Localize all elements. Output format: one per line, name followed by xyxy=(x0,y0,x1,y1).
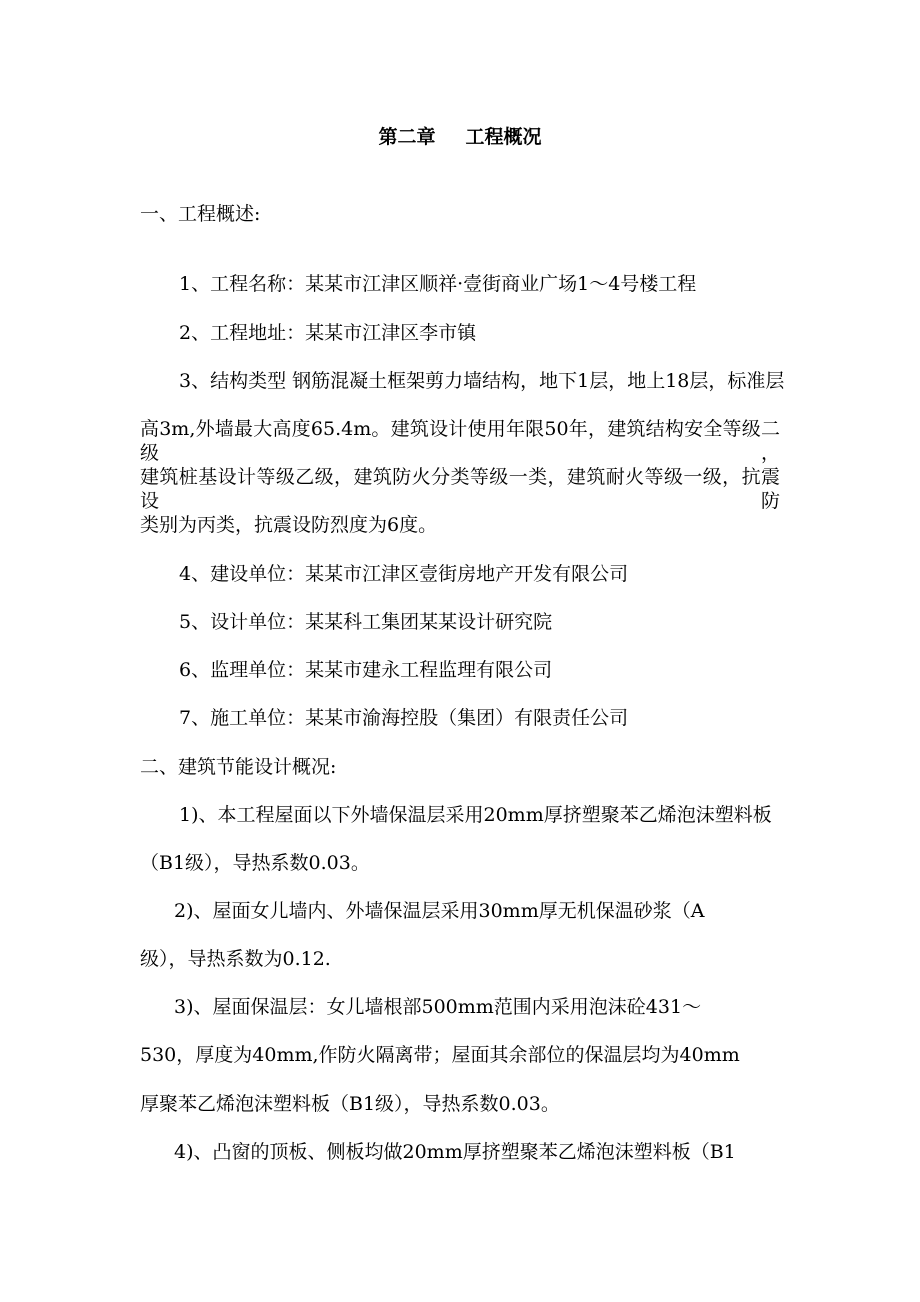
project-address-line: 2、工程地址：某某市江津区李市镇 xyxy=(179,322,477,344)
chapter-number: 第二章 xyxy=(378,126,436,148)
energy-item-3-line-1: 3)、屋面保温层：女儿墙根部500mm范围内采用泡沫砼431～ xyxy=(174,996,702,1018)
energy-item-2-line-1: 2)、屋面女儿墙内、外墙保温层采用30mm厚无机保温砂浆（A xyxy=(174,900,705,922)
section-2-heading: 二、建筑节能设计概况: xyxy=(140,756,337,778)
chapter-title xyxy=(0,122,920,149)
construction-unit-line: 7、施工单位：某某市渝海控股（集团）有限责任公司 xyxy=(179,707,629,729)
structure-type-line-4: 类别为丙类，抗震设防烈度为6度。 xyxy=(140,514,438,536)
design-unit-line: 5、设计单位：某某科工集团某某设计研究院 xyxy=(179,611,553,633)
project-name-line: 1、工程名称：某某市江津区顺祥·壹街商业广场1～4号楼工程 xyxy=(179,273,697,295)
energy-item-1-line-2: （B1级），导热系数0.03。 xyxy=(140,852,370,874)
supervision-unit-line: 6、监理单位：某某市建永工程监理有限公司 xyxy=(179,659,553,681)
section-1-heading: 一、工程概述: xyxy=(140,203,261,225)
owner-unit-line: 4、建设单位：某某市江津区壹街房地产开发有限公司 xyxy=(179,563,629,585)
structure-type-line-3: 建筑桩基设计等级乙级，建筑防火分类等级一类，建筑耐火等级一级，抗震设防 xyxy=(140,466,780,512)
energy-item-1-line-1: 1)、本工程屋面以下外墙保温层采用20mm厚挤塑聚苯乙烯泡沫塑料板 xyxy=(179,804,772,826)
energy-item-4-line-1: 4)、凸窗的顶板、侧板均做20mm厚挤塑聚苯乙烯泡沫塑料板（B1 xyxy=(174,1141,736,1163)
structure-type-line-2: 高3m,外墙最大高度65.4m。建筑设计使用年限50年，建筑结构安全等级二级， xyxy=(140,418,780,464)
energy-item-3-line-3: 厚聚苯乙烯泡沫塑料板（B1级），导热系数0.03。 xyxy=(140,1093,560,1115)
chapter-name: 工程概况 xyxy=(465,126,542,148)
structure-type-line-1: 3、结构类型 钢筋混凝土框架剪力墙结构，地下1层，地上18层，标准层 xyxy=(179,370,785,392)
energy-item-2-line-2: 级），导热系数为0.12. xyxy=(140,948,331,970)
energy-item-3-line-2: 530，厚度为40mm,作防火隔离带；屋面其余部位的保温层均为40mm xyxy=(140,1044,740,1066)
